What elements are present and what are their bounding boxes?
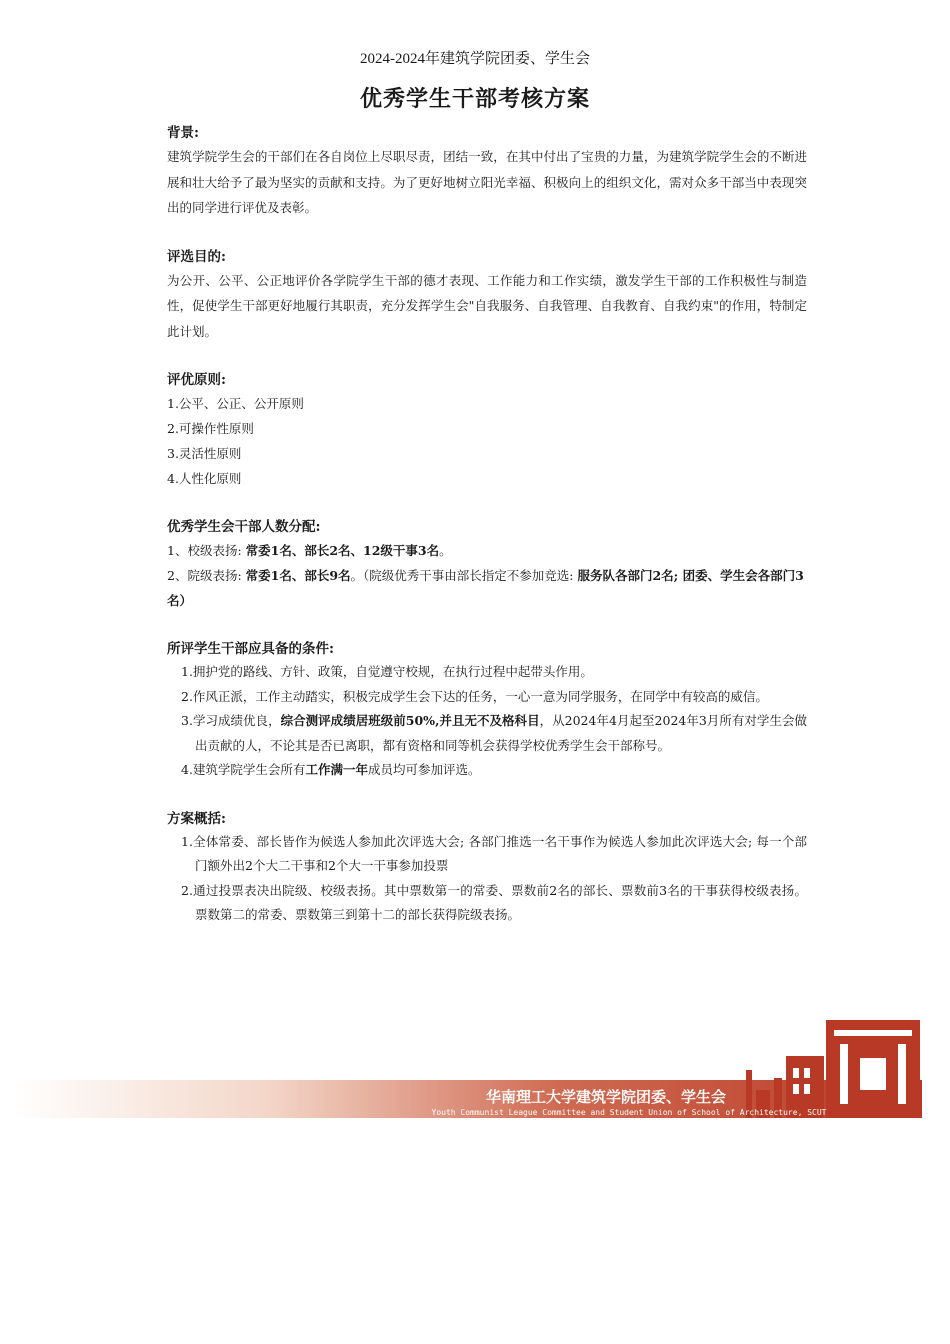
- section-heading: 优秀学生会干部人数分配:: [167, 519, 321, 535]
- list-item: 1.公平、公正、公开原则: [167, 396, 304, 411]
- list-item: 2.可操作性原则: [167, 421, 254, 436]
- list-item: 1.全体常委、部长皆作为候选人参加此次评选大会; 各部门推选一名干事作为候选人参加此次评选大会; 每一个部门额外出2个大二干事和2个大一干事参加投票: [181, 833, 807, 873]
- section-heading: 评优原则:: [167, 372, 226, 388]
- list-item: 1、校级表扬: 常委1名、部长2名、12级干事3名。: [167, 543, 452, 558]
- section-background: [167, 122, 807, 221]
- list-item: 2、院级表扬: 常委1名、部长9名。（院级优秀干事由部长指定不参加竞选: 服务队各部门2名; 团委、学生会各部门3名）: [167, 568, 804, 608]
- section-purpose: [167, 246, 807, 345]
- list-item: 2.作风正派，工作主动踏实，积极完成学生会下达的任务，一心一意为同学服务，在同学中有较高的威信。: [181, 688, 768, 704]
- list-item: 2.通过投票表决出院级、校级表扬。其中票数第一的常委、票数前2名的部长、票数前3名的干事获得校级表扬。票数第二的常委、票数第三到第十二的部长获得院级表扬。: [181, 882, 807, 922]
- emphasis: 综合测评成绩居班级前50%,并且无不及格科目: [280, 713, 540, 728]
- section-heading: 方案概括:: [167, 810, 226, 827]
- section-plan: [167, 808, 807, 928]
- list-item: 3.灵活性原则: [167, 446, 242, 461]
- footer-banner: [14, 1012, 922, 1120]
- section-quota: [167, 516, 807, 613]
- section-heading: 所评学生干部应具备的条件:: [167, 641, 334, 657]
- list-item: 4.人性化原则: [167, 471, 242, 486]
- emphasis: 服务队各部门2名; 团委、学生会各部门3名）: [167, 568, 804, 608]
- page-title: 优秀学生干部考核方案: [359, 86, 590, 112]
- section-conditions: [167, 638, 807, 783]
- emphasis: 常委1名、部长9名: [245, 568, 351, 583]
- emphasis: 工作满一年: [305, 762, 368, 777]
- list-item: 3.学习成绩优良，综合测评成绩居班级前50%,并且无不及格科目，从2024年4月起至2024年3月所有对学生会做出贡献的人，不论其是否已离职，都有资格和同等机会获得学校优秀学生会干部称号。: [181, 713, 807, 753]
- footer-title-en: Youth Communist League Committee and Student Union of School of Architecture, SCUT: [431, 1108, 827, 1117]
- section-principles: [167, 369, 807, 491]
- footer-title-cn: 华南理工大学建筑学院团委、学生会: [485, 1088, 727, 1106]
- document-body: [167, 122, 807, 928]
- section-heading: 背景:: [167, 125, 199, 141]
- paragraph: 为公开、公平、公正地评价各学院学生干部的德才表现、工作能力和工作实绩，激发学生干部的工作积极性与制造性，促使学生干部更好地履行其职责，充分发挥学生会"自我服务、自我管理、自我教育、自我约束"的作用，特制定此计划。: [167, 272, 807, 339]
- list-item: 1.拥护党的路线、方针、政策，自觉遵守校规，在执行过程中起带头作用。: [181, 664, 593, 679]
- list-item: 4.建筑学院学生会所有工作满一年成员均可参加评选。: [181, 762, 481, 777]
- emphasis: 常委1名、部长2名、12级干事3名: [245, 543, 440, 558]
- paragraph: 建筑学院学生会的干部们在各自岗位上尽职尽责，团结一致，在其中付出了宝贵的力量，为建筑学院学生会的不断进展和壮大给予了最为坚实的贡献和支持。为了更好地树立阳光幸福、积极向上的组织文化，需对众多干部当中表现突出的同学进行评优及表彰。: [167, 149, 807, 215]
- org-header: 2024-2024年建筑学院团委、学生会: [360, 51, 590, 67]
- section-heading: 评选目的:: [167, 248, 226, 265]
